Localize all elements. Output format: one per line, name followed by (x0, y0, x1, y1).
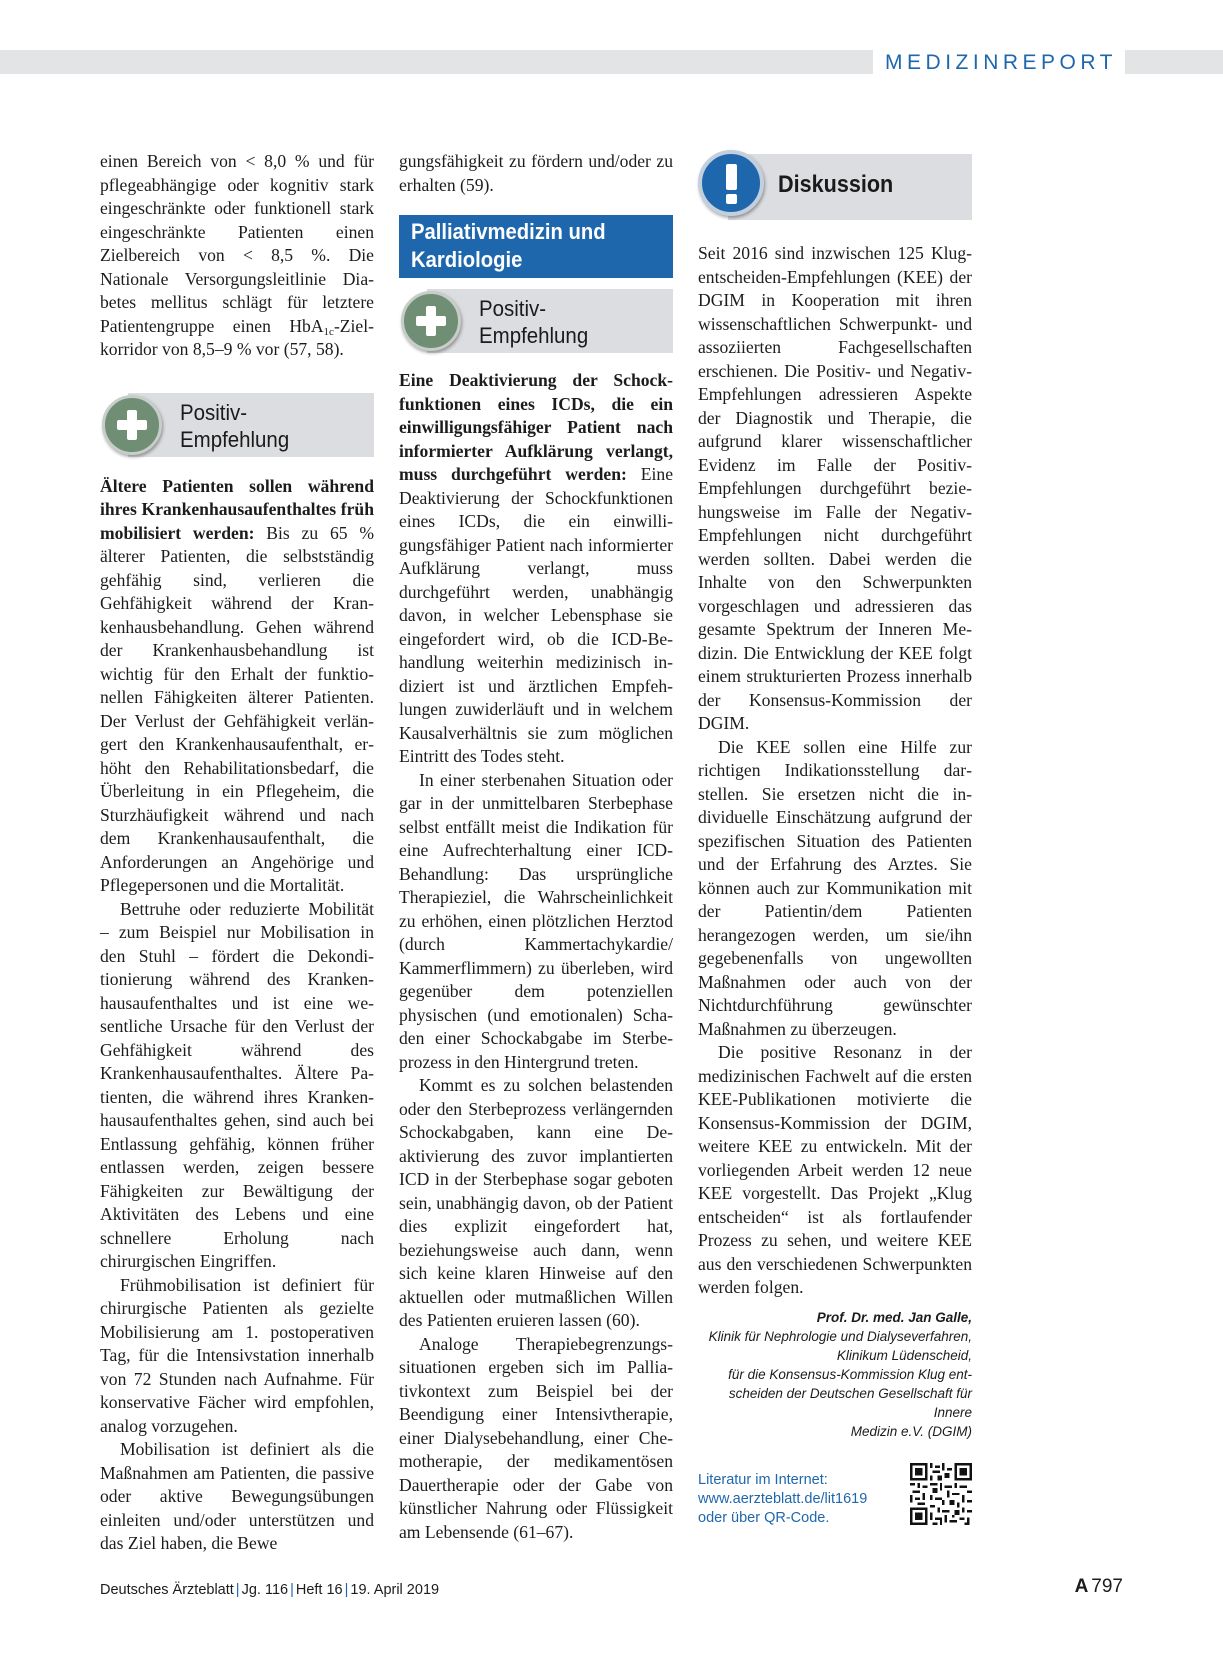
literature-qr-note: oder über QR-Code. (698, 1509, 830, 1526)
author-affiliation: Klinik für Nephrologie und Dialyseverfahren, (708, 1328, 972, 1344)
journal-name: Deutsches Ärzteblatt (100, 1582, 234, 1598)
col2-paragraph-5: Analoge Therapiebegrenzungssituationen ergeben sich im Palliativkontext zum Beispiel bei der Beendigung einer Intensivtherapie, einer Dialysebehandlung, einer Chemotherapie, der medikamentösen Dauertherapie oder der Gabe von künstlicher Nahrung oder Flüssigkeit am Lebensende (61–67). (399, 1333, 673, 1542)
column-1 (100, 150, 374, 1556)
col2-paragraph-2: Eine Deaktivierung der Schockfunktionen eines ICDs, die ein einwilligungsfähiger Patient nach informierter Aufklärung verlangt, muss durchgeführt werden: Eine Deaktivierung der Schockfunktionen eines ICDs, die ein einwilligungsfähiger Patient nach informierter Aufklärung verlangt, muss durchgeführt werden, unabhängig davon, in welcher Lebensphase sie eingefordert wird, ob die ICD-Behandlung weiterhin medizinisch indiziert ist und ärztlichen Empfehlungen zuwiderläuft und in welchem Kausalverhältnis sie zum möglichen Eintritt des Todes steht. (399, 370, 673, 766)
author-affiliation: Klinikum Lüdenscheid, (836, 1347, 972, 1363)
plus-icon (102, 395, 162, 455)
col3-paragraph-2: Die KEE sollen eine Hilfe zur richtigen Indikationsstellung darstellen. Sie ersetzen nicht die individuelle Einschätzung aufgrund der spezifischen Situation des Patienten und der Erfahrung des Arztes. Sie können auch zur Kommunikation mit der Patientin/dem Patienten herangezogen werden, um sie/ihn gegebenenfalls von ungewollten Maßnahmen oder auch von der Nichtdurchführung gewünschter Maßnahmen zu überzeugen. (698, 736, 972, 1039)
col2-paragraph-3: In einer sterbenahen Situation oder gar in der unmittelbaren Sterbephase selbst entfällt meist die Indikation für eine Aufrechterhaltung einer ICD-Behandlung: Das ursprüngliche Therapieziel, die Wahrscheinlichkeit zu erhöhen, einen plötzlichen Herztod (durch Kammertachykardie/ Kammerflimmern) zu überleben, wird gegenüber dem potenziellen physischen (und emotionalen) Schaden einer Schockabgabe im Sterbeprozess in den Hintergrund treten. (399, 769, 673, 1072)
column-3 (698, 150, 972, 1529)
col1-paragraph-1: einen Bereich von < 8,0 % und für pflegeabhängige oder kognitiv stark eingeschränkte oder funktionell stark eingeschränkte Patienten einen Zielbereich von < 8,5 %. Die Nationale Versorgungsleitlinie Diabetes mellitus schlägt für letztere Patientengruppe einen HbA$_{1c}$-Zielkorridor von 8,5–9 % vor (57, 58). (100, 151, 374, 359)
author-name: Prof. Dr. med. Jan Galle, (816, 1309, 972, 1325)
author-affiliation: für die Konsensus-Kommission Klug ent- (728, 1366, 972, 1382)
box-label-line-2: Empfehlung (479, 323, 589, 348)
col2-paragraph-1: gungsfähigkeit zu fördern und/oder zu erhalten (59). (399, 151, 673, 195)
column-2 (399, 150, 673, 1544)
volume: Jg. 116 (241, 1582, 289, 1598)
col1-paragraph-5: Mobilisation ist definiert als die Maßnahmen am Patienten, die passive oder aktive Bewegungsübungen einleiten und/oder unterstützen und das Ziel haben, die Bewe (100, 1439, 374, 1553)
col2-paragraph-4: Kommt es zu solchen belastenden oder den Sterbeprozess verlängernden Schockabgaben, kann eine Deaktivierung des zuvor implantierten ICD in der Sterbephase sogar geboten sein, unabhängig davon, ob der Patient dies explizit eingefordert hat, beziehungsweise auch dann, wenn sich keine klaren Hinweise auf den aktuellen oder mutmaßlichen Willen des Patienten eruieren lassen (60). (399, 1075, 673, 1330)
positive-recommendation-box (401, 289, 673, 353)
col3-paragraph-3: Die positive Resonanz in der medizinischen Fachwelt auf die ersten KEE-Publikationen motivierte die Konsensus-Kommission der DGIM, weitere KEE zu entwickeln. Mit der vorliegenden Arbeit werden 12 neue KEE vorgestellt. Das Projekt „Klug entscheiden“ ist als fortlaufender Prozess zu sehen, und weitere KEE aus den verschiedenen Schwerpunkten werden folgen. (698, 1042, 972, 1297)
literature-label: Literatur im Internet: (698, 1471, 828, 1488)
qr-code-icon[interactable] (910, 1463, 972, 1525)
author-affiliation: scheiden der Deutschen Gesellschaft für Innere (728, 1385, 972, 1420)
author-block (698, 1308, 972, 1441)
box-label-line-1: Positiv- (479, 296, 547, 321)
col3-paragraph-1: Seit 2016 sind inzwischen 125 Klugentscheiden-Empfehlungen (KEE) der DGIM in Kooperation mit ihren wissenschaftlichen Schwerpunkt- und assoziierten Fachgesellschaften erschienen. Die Positiv- und Negativ-Empfehlungen adressieren Aspekte der Diagnostik und Therapie, die aufgrund klarer wissenschaftlicher Evidenz im Falle der Positiv-Empfehlungen durchgeführt beziehungsweise im Falle der Negativ-Empfehlungen nicht durchgeführt werden sollten. Dabei werden die Inhalte von den Schwerpunkten vorgeschlagen und adressieren das gesamte Spektrum der Inneren Medizin. Die Entwicklung der KEE folgt einem strukturierten Prozess innerhalb der Konsensus-Kommission der DGIM. (698, 243, 972, 733)
col1-paragraph-2: Ältere Patienten sollen während ihres Krankenhausaufenthaltes früh mobilisiert werden: Bis zu 65 % älterer Patienten, die selbstständig gehfähig sind, verlieren die Gehfähigkeit während der Krankenhausbehandlung. Gehen während der Krankenhausbehandlung ist wichtig für den Erhalt der funktionellen Fähigkeiten älterer Patienten. Der Verlust der Gehfähigkeit verlängert den Krankenhausaufenthalt, erhöht den Rehabilitationsbedarf, die Überleitung in ein Pflegeheim, die Sturzhäufigkeit während und nach dem Krankenhausaufenthalt, die Anforderungen an Angehörige und Pflegepersonen und die Mortalität. (100, 475, 375, 895)
discussion-title: Diskussion (778, 171, 894, 198)
box-label-line-1: Positiv- (180, 399, 248, 425)
issue: Heft 16 (295, 1582, 343, 1598)
positive-recommendation-box (102, 393, 374, 457)
literature-link[interactable]: www.aerzteblatt.de/lit1619 (698, 1490, 868, 1507)
issue-date: 19. April 2019 (350, 1582, 440, 1598)
footer-citation: Deutsches Ärzteblatt | Jg. 116 | Heft 16 | 19. April 2019 (100, 1582, 440, 1598)
section-label: MEDIZINREPORT (873, 50, 1125, 74)
col1-paragraph-3: Bettruhe oder reduzierte Mobilität – zum Beispiel nur Mobilisation in den Stuhl – fördert die Dekonditionierung während des Krankenhausaufenthaltes und ist eine wesentliche Ursache für den Verlust der Gehfähigkeit während des Krankenhausaufenthaltes. Ältere Patienten, die während ihres Krankenhausaufenthaltes gehen, sind auch bei Entlassung gehfähig, können früher entlassen werden, zeigen bessere Fähigkeiten zur Bewältigung der Aktivitäten des Lebens und eine schnellere Erholung nach chirurgischen Eingriffen. (100, 898, 374, 1271)
page-number: A 797 (1074, 1576, 1123, 1597)
discussion-box (698, 150, 972, 220)
author-affiliation: Medizin e.V. (DGIM) (850, 1423, 972, 1439)
plus-icon (401, 291, 461, 351)
literature-box (698, 1463, 972, 1529)
col1-paragraph-4: Frühmobilisation ist definiert für chirurgische Patienten als gezielte Mobilisierung am 1. postoperativen Tag, für die Intensivstation innerhalb von 72 Stunden nach Aufnahme. Für konservative Fächer wird empfohlen, analog vorzugehen. (100, 1274, 374, 1436)
exclamation-icon (698, 150, 764, 216)
box-label-line-2: Empfehlung (180, 426, 290, 452)
section-heading: Palliativmedizin und Kardiologie (399, 215, 673, 278)
